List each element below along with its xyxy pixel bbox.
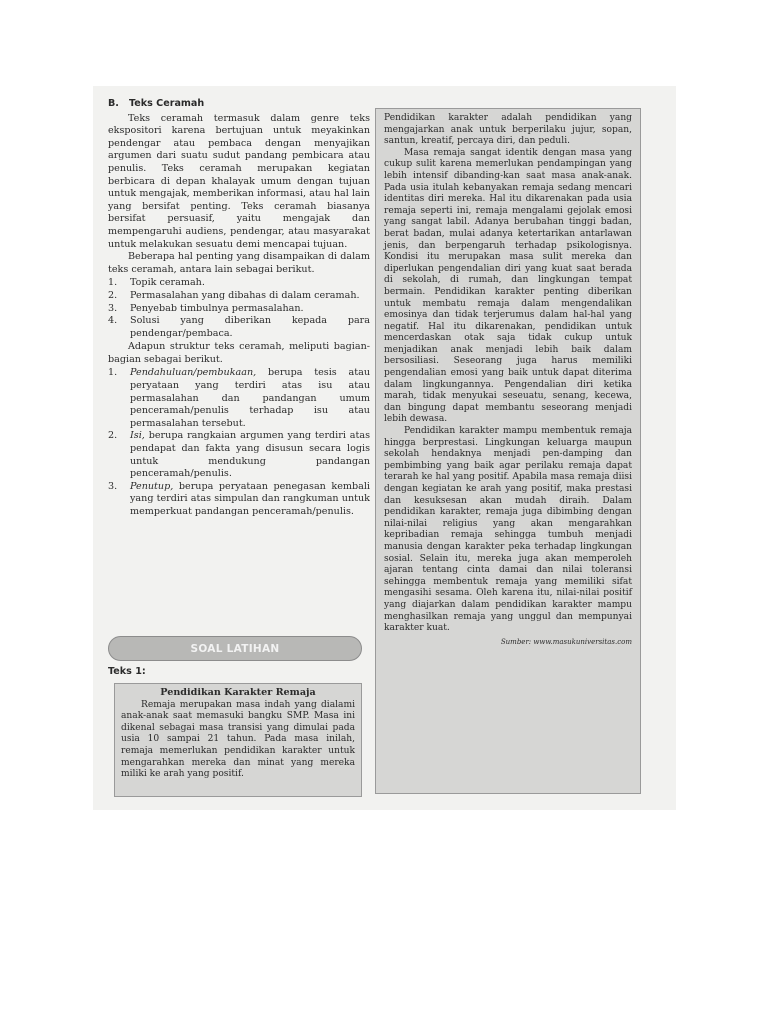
- left-column: [108, 98, 370, 520]
- list-item: 1. Pendahuluan/pembukaan, berupa tesis atau peryataan yang terdiri atas isu atau permasalahan dan pandangan umum penceramah/penulis terhadap isu atau permasalahan tersebut.: [108, 367, 370, 429]
- right-text-box: [375, 108, 641, 794]
- right-paragraph-1: Pendidikan karakter adalah pendidikan yang mengajarkan anak untuk berperilaku jujur, sopan, santun, kreatif, percaya diri, dan peduli.: [384, 113, 632, 147]
- exercise-banner: SOAL LATIHAN: [108, 636, 362, 661]
- list-item: 2. Permasalahan yang dibahas di dalam ceramah.: [108, 289, 360, 301]
- box-title: Pendidikan Karakter Remaja: [160, 687, 316, 698]
- intro-paragraph: Teks ceramah termasuk dalam genre teks ekspositori karena bertujuan untuk meyakinkan pendengar atau pembaca dengan menyajikan argumen dari suatu sudut pandang pembicara atau penulis. Teks ceramah merupakan kegiatan berbicara di depan khalayak umum dengan tujuan untuk mengajak, memberikan informasi, atau hal lain yang bersifat penting. Teks ceramah biasanya bersifat persuasif, yaitu mengajak dan mempengaruhi audiens, pendengar, atau masyarakat untuk melakukan sesuatu demi mencapai tujuan.: [108, 112, 370, 250]
- section-heading: [108, 98, 370, 111]
- right-paragraph-3: Pendidikan karakter mampu membentuk remaja hingga berprestasi. Lingkungan keluarga maupun sekolah hendaknya menjadi pen-damping dan pembimbing yang baik agar perilaku remaja dapat terarah ke hal yang positif. Apabila masa remaja diisi dengan kegiatan ke arah yang positif, maka prestasi dan kesuksesan akan mudah diraih. Dalam pendidikan karakter, remaja juga dibimbing dengan nilai-nilai religius yang akan mengarahkan kepribadian remaja sehingga tumbuh menjadi manusia dengan karakter peka terhadap lingkungan sosial. Selain itu, mereka juga akan memperoleh ajaran tentang cinta damai dan nilai toleransi sehingga membentuk remaja yang memiliki sifat mengasihi sesama. Oleh karena itu, nilai-nilai positif yang diajarkan dalam pendidikan karakter mampu menghasilkan remaja yang unggul dan mempunyai karakter kuat.: [384, 426, 632, 634]
- text-label: Teks 1:: [108, 666, 146, 677]
- source-credit: Sumber: www.masukuniversitas.com: [500, 637, 632, 646]
- structure-list: [108, 367, 370, 518]
- list-item: 1. Topik ceramah.: [108, 277, 205, 289]
- list-item: 3. Penyebab timbulnya permasalahan.: [108, 302, 304, 314]
- structure-intro-paragraph: Adapun struktur teks ceramah, meliputi bagian-bagian sebagai berikut.: [108, 341, 370, 365]
- right-paragraph-2: Masa remaja sangat identik dengan masa yang cukup sulit karena memerlukan pendampingan yang lebih intensif dibanding-kan saat masa anak-anak. Pada usia itulah kebanyakan remaja sedang mencari identitas diri mereka. Hal itu dikarenakan pada usia remaja seperti ini, remaja mengalami gejolak emosi yang sangat labil. Adanya berubahan tinggi badan, berat badan, mulai adanya ketertarikan antarlawan jenis, dan berpengaruh terhadap psikologisnya. Kondisi itu merupakan masa sulit mereka dan diperlukan pengendalian diri yang kuat saat berada di sekolah, di rumah, dan lingkungan tempat bermain. Pendidikan karakter penting diberikan untuk membatu remaja dalam mengendalikan emosinya dan tidak terjerumus dalam hal-hal yang negatif. Hal itu dikarenakan, pendidikan untuk mencerdaskan otak saja tidak cukup untuk menjadikan anak menjadi lebih baik dalam bersosiliasi. Seseorang juga harus memiliki pengendalian emosi yang baik untuk dapat diterima dalam lingkungannya. Pengendalian diri ketika marah, tidak menyukai seseuatu, senang, kecewa, dan bingung dapat membantu seseorang menjadi lebih dewasa.: [384, 147, 632, 425]
- exercise-text-box: [114, 683, 362, 797]
- list-item: 3. Penutup, berupa peryataan penegasan kembali yang terdiri atas simpulan dan rangkuman untuk memperkuat pandangan penceramah/penulis.: [108, 480, 370, 517]
- list-item: 4. Solusi yang diberikan kepada para pendengar/pembaca.: [108, 315, 370, 339]
- points-intro-paragraph: Beberapa hal penting yang disampaikan di dalam teks ceramah, antara lain sebagai berikut.: [108, 251, 370, 275]
- important-points-list: [108, 277, 370, 340]
- box-paragraph: Remaja merupakan masa indah yang dialami anak-anak saat memasuki bangku SMP. Masa ini dikenal sebagai masa transisi yang dimulai pada usia 10 sampai 21 tahun. Pada masa inilah, remaja memerlukan pendidikan karakter untuk mengarahkan mereka dan minat yang mereka miliki ke arah yang positif.: [121, 699, 355, 780]
- section-title: Teks Ceramah: [128, 98, 205, 109]
- section-number: B.: [108, 98, 119, 109]
- list-item: 2. Isi, berupa rangkaian argumen yang terdiri atas pendapat dan fakta yang disusun secara logis untuk mendukung pandangan penceramah/penulis.: [108, 430, 370, 480]
